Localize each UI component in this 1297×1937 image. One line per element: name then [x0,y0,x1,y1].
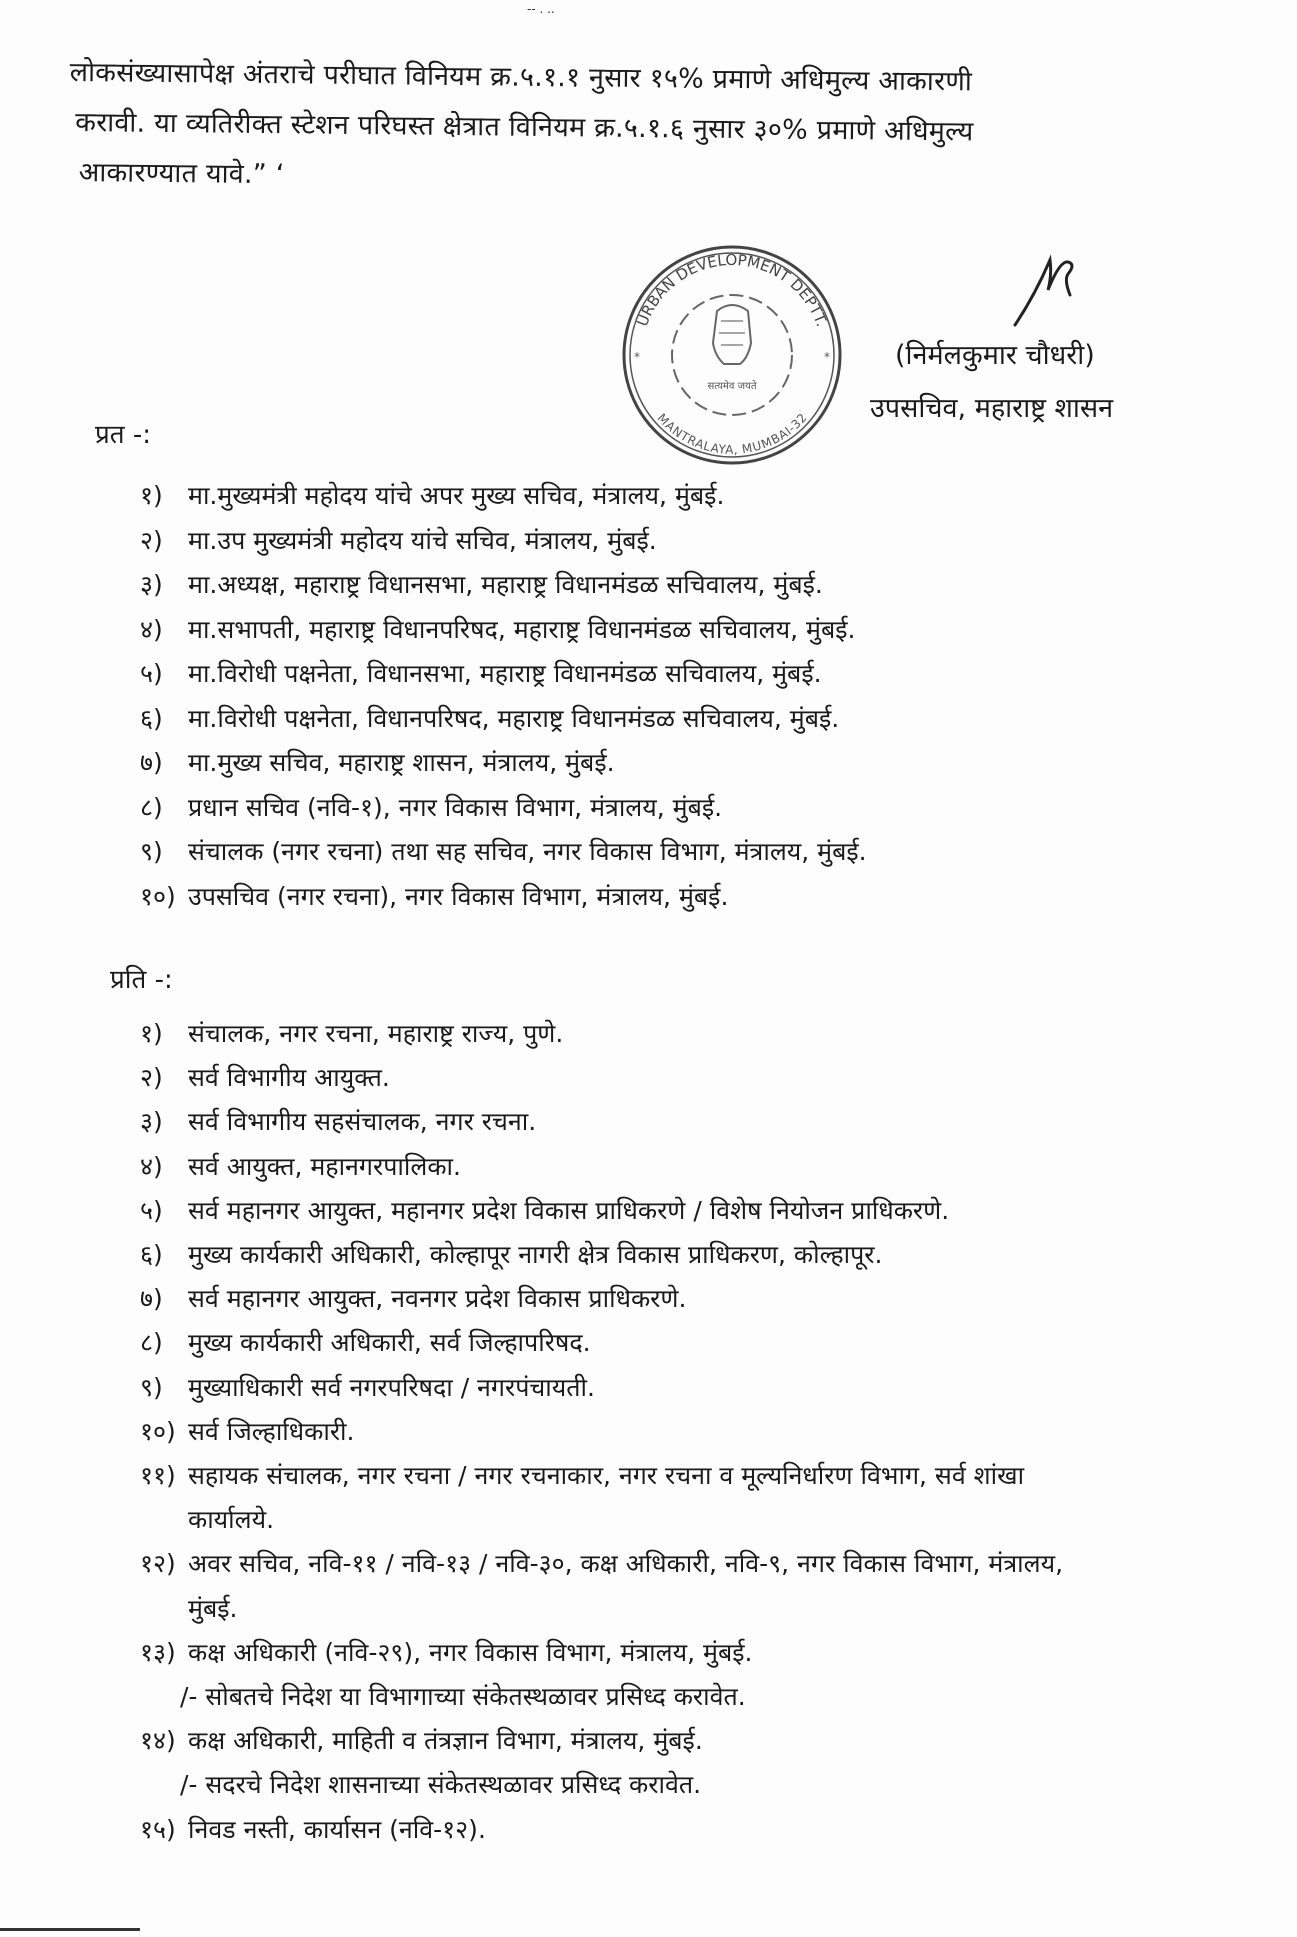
list-item [140,1189,1063,1233]
item-number: ८) [140,1328,163,1358]
list-item [140,474,867,519]
item-number: १२) [140,1549,176,1579]
seal-motto: सत्यमेव जयते [707,381,757,392]
item-text: मुख्य कार्यकारी अधिकारी, कोल्हापूर नागरी क्षेत्र विकास प्राधिकरण, कोल्हापूर. [188,1240,883,1270]
copy-to-heading: प्रत -: [95,420,152,450]
intro-paragraph [68,48,1220,210]
department-seal [620,243,845,468]
copy-to-list [140,474,867,919]
item-text: मा.मुख्यमंत्री महोदय यांचे अपर मुख्य सचिव, मंत्रालय, मुंबई. [188,481,725,510]
list-item [140,563,867,608]
item-number: ३) [140,1107,163,1137]
copies-list [140,1012,1063,1852]
list-item [140,1719,1063,1807]
item-number: ४) [140,614,163,644]
list-item [140,1056,1063,1100]
list-item [140,1145,1063,1189]
item-text: सर्व विभागीय सहसंचालक, नगर रचना. [188,1107,537,1137]
item-note: /- सोबतचे निदेश या विभागाच्या संकेतस्थळावर प्रसिध्द करावेत. [180,1682,746,1712]
paragraph-line: लोकसंख्यासापेक्ष अंतराचे परीघात विनियम क्र.५.१.१ नुसार १५% प्रमाणे अधिमुल्य आकारणी [69,56,973,98]
item-number: १) [140,1019,163,1048]
item-number: १४) [140,1726,176,1756]
copies-heading: प्रति -: [110,965,173,995]
item-text: मा.अध्यक्ष, महाराष्ट्र विधानसभा, महाराष्ट्र विधानमंडळ सचिवालय, मुंबई. [188,570,823,599]
list-item [140,1277,1063,1321]
item-number: ६) [140,1240,163,1270]
item-number: ३) [140,570,163,599]
item-text: संचालक, नगर रचना, महाराष्ट्र राज्य, पुणे. [188,1019,564,1048]
item-number: १) [140,481,163,510]
item-number: २) [140,525,163,555]
paragraph-line: आकारण्यात यावे.” ‘ [78,157,285,191]
paragraph-line: करावी. या व्यतिरीक्त स्टेशन परिघस्त क्षेत्रात विनियम क्र.५.१.६ नुसार ३०% प्रमाणे अधिमुल्य [75,107,974,148]
list-item [140,1321,1063,1365]
item-number: ४) [140,1151,163,1181]
seal-bottom-text: MANTRALAYA, MUMBAI-32 [654,410,810,457]
seal-top-text: URBAN DEVELOPMENT DEPTT. [633,250,831,329]
list-item [140,741,867,786]
item-text: मुख्याधिकारी सर्व नगरपरिषदा / नगरपंचायती. [188,1372,595,1402]
item-text: अवर सचिव, नवि-११ / नवि-१३ / नवि-३०, कक्ष अधिकारी, नवि-९, नगर विकास विभाग, मंत्रालय, [188,1549,1064,1579]
item-number: ९) [140,837,163,866]
list-item [140,519,867,564]
list-item [140,830,867,875]
svg-text:*: * [634,350,640,364]
list-item [140,1012,1063,1056]
item-text: मा.विरोधी पक्षनेता, विधानसभा, महाराष्ट्र विधानमंडळ सचिवालय, मुंबई. [188,659,822,688]
list-item [140,1100,1063,1144]
item-text: कक्ष अधिकारी, माहिती व तंत्रज्ञान विभाग, मंत्रालय, मुंबई. [188,1726,703,1756]
signature [1010,250,1090,330]
list-item [140,1366,1063,1410]
list-item [140,697,867,742]
item-number: ६) [140,703,163,733]
item-text: मा.उप मुख्यमंत्री महोदय यांचे सचिव, मंत्रालय, मुंबई. [188,525,657,555]
page-edge-line [0,1928,140,1931]
item-text: सर्व महानगर आयुक्त, महानगर प्रदेश विकास प्राधिकरणे / विशेष नियोजन प्राधिकरणे. [188,1195,950,1225]
item-number: ११) [140,1461,176,1491]
item-text: मुख्य कार्यकारी अधिकारी, सर्व जिल्हापरिषद. [188,1328,591,1358]
item-number: ५) [140,1195,163,1225]
item-text: प्रधान सचिव (नवि-१), नगर विकास विभाग, मंत्रालय, मुंबई. [188,792,723,822]
list-item [140,875,867,920]
item-text: उपसचिव (नगर रचना), नगर विकास विभाग, मंत्रालय, मुंबई. [188,881,729,911]
item-number: ८) [140,792,163,822]
item-text: संचालक (नगर रचना) तथा सह सचिव, नगर विकास विभाग, मंत्रालय, मुंबई. [188,837,867,866]
item-text: सर्व जिल्हाधिकारी. [188,1416,355,1446]
list-item [140,1233,1063,1277]
item-number: १०) [140,881,176,911]
item-text: मा.विरोधी पक्षनेता, विधानपरिषद, महाराष्ट्र विधानमंडळ सचिवालय, मुंबई. [188,703,840,733]
item-text: सर्व विभागीय आयुक्त. [188,1063,390,1093]
list-item [140,1410,1063,1454]
item-number: ९) [140,1372,163,1402]
item-text: कक्ष अधिकारी (नवि-२९), नगर विकास विभाग, मंत्रालय, मुंबई. [188,1637,753,1667]
scan-mark: -- . .. [527,2,555,16]
list-item [140,1542,1063,1630]
item-continuation: मुंबई. [188,1593,238,1623]
item-text: मा.सभापती, महाराष्ट्र विधानपरिषद, महाराष्ट्र विधानमंडळ सचिवालय, मुंबई. [188,614,856,644]
list-item [140,608,867,653]
signatory-title: उपसचिव, महाराष्ट्र शासन [870,393,1114,424]
signatory-name: (निर्मलकुमार चौधरी) [895,340,1095,371]
list-item [140,1631,1063,1719]
item-number: ५) [140,659,163,688]
item-number: १३) [140,1637,176,1667]
item-note: /- सदरचे निदेश शासनाच्या संकेतस्थळावर प्रसिध्द करावेत. [180,1770,702,1800]
svg-text:*: * [824,350,830,364]
item-number: १०) [140,1416,176,1446]
item-text: मा.मुख्य सचिव, महाराष्ट्र शासन, मंत्रालय, मुंबई. [188,748,615,777]
list-item [140,652,867,697]
item-number: ७) [140,1284,163,1314]
item-continuation: कार्यालये. [188,1505,275,1535]
item-text: निवड नस्ती, कार्यासन (नवि-१२). [188,1814,486,1844]
list-item [140,1454,1063,1542]
item-text: सर्व आयुक्त, महानगरपालिका. [188,1151,461,1181]
item-number: ७) [140,748,163,777]
item-text: सहायक संचालक, नगर रचना / नगर रचनाकार, नगर रचना व मूल्यनिर्धारण विभाग, सर्व शांखा [188,1461,1025,1491]
item-number: १५) [140,1814,176,1844]
item-text: सर्व महानगर आयुक्त, नवनगर प्रदेश विकास प्राधिकरणे. [188,1284,687,1314]
list-item [140,786,867,831]
item-number: २) [140,1063,163,1093]
list-item [140,1808,1063,1852]
